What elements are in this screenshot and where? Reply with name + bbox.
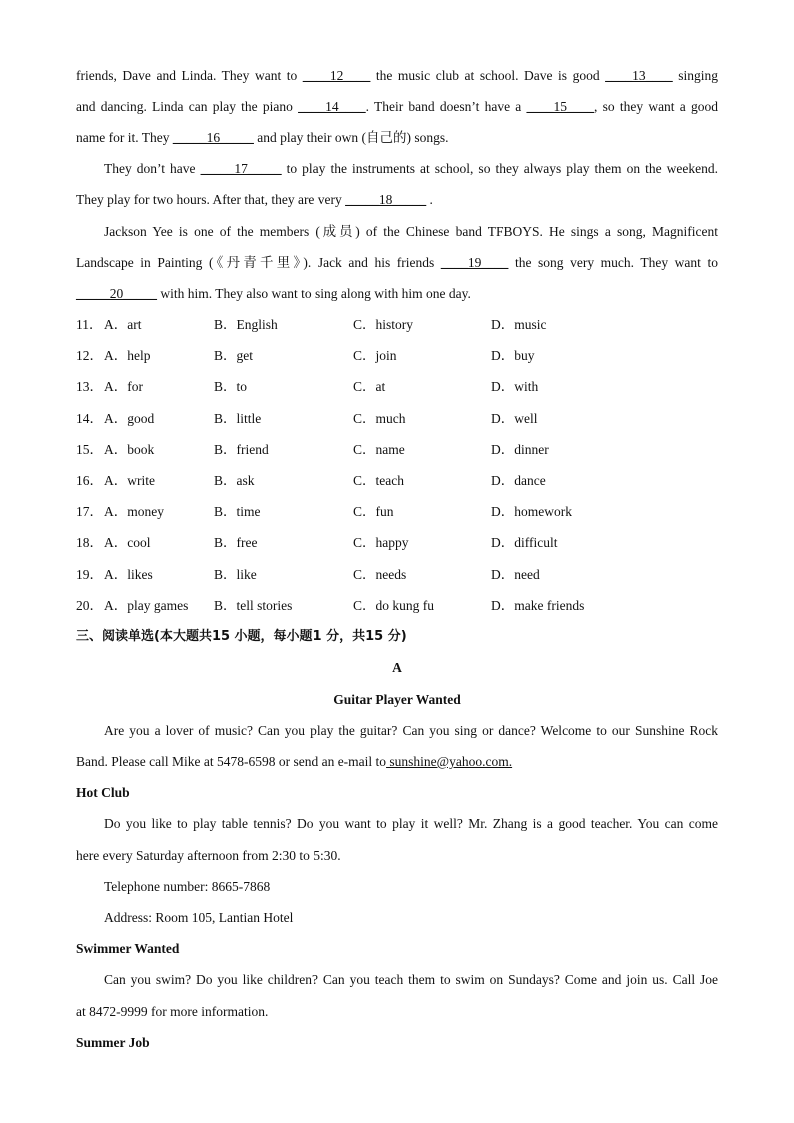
passage-letter: A bbox=[392, 660, 402, 675]
passage-text: They don’t have bbox=[104, 161, 201, 176]
blank-15: ____15____ bbox=[526, 99, 595, 114]
passage-text: singing bbox=[672, 68, 718, 83]
option-c[interactable]: C．teach bbox=[353, 473, 404, 488]
ad-title-hot-club: Hot Club bbox=[76, 785, 130, 800]
passage-line bbox=[76, 191, 718, 209]
option-a[interactable]: A．help bbox=[104, 348, 151, 364]
option-b[interactable]: B．to bbox=[214, 379, 248, 395]
passage-text: to play the instruments at school, so they always play them on the weekend. bbox=[281, 161, 718, 176]
question-number: 19． bbox=[76, 566, 103, 582]
option-c[interactable]: C．much bbox=[353, 410, 406, 426]
option-c[interactable]: C．do kung fu bbox=[353, 597, 434, 613]
passage-text: . Their band doesn’t have a bbox=[365, 99, 527, 114]
blank-16: _____16_____ bbox=[172, 130, 254, 145]
option-a[interactable]: A．cool bbox=[104, 535, 151, 551]
passage-text: . bbox=[426, 192, 433, 207]
passage-line bbox=[104, 223, 718, 241]
passage-text: and play their own (自己的) songs. bbox=[253, 130, 449, 145]
option-d[interactable]: D．need bbox=[491, 566, 540, 582]
question-number: 18． bbox=[76, 535, 103, 551]
option-d[interactable]: D．well bbox=[491, 410, 538, 426]
email-link[interactable]: sunshine@yahoo.com. bbox=[386, 754, 513, 769]
option-a[interactable]: A．likes bbox=[104, 566, 153, 582]
passage-text: They play for two hours. After that, they are very bbox=[76, 192, 346, 207]
question-number: 17． bbox=[76, 504, 103, 520]
ad-title-summer-job: Summer Job bbox=[76, 1035, 150, 1050]
blank-17: _____17_____ bbox=[200, 161, 282, 176]
option-c[interactable]: C．needs bbox=[353, 566, 407, 582]
section-heading: 三、阅读单选(本大题共15 小题，每小题1 分，共15 分) bbox=[76, 629, 407, 644]
option-b[interactable]: B．tell stories bbox=[214, 597, 293, 613]
hot-club-text: Do you like to play table tennis? Do you want to play it well? Mr. Zhang is a good teacher. You can come bbox=[104, 816, 718, 831]
passage-text: Jackson Yee is one of the members (成员) of the Chinese band TFBOYS. He sings a song, Magnificent bbox=[104, 224, 718, 239]
passage-text: friends, Dave and Linda. They want to bbox=[76, 68, 303, 83]
question-number: 20． bbox=[76, 597, 103, 613]
passage-line bbox=[76, 129, 718, 147]
option-b[interactable]: B．get bbox=[214, 348, 253, 364]
question-number: 12． bbox=[76, 348, 103, 364]
blank-14: ____14____ bbox=[298, 99, 366, 114]
passage-line bbox=[76, 254, 718, 272]
option-d[interactable]: D．make friends bbox=[491, 597, 585, 613]
option-d[interactable]: D．music bbox=[491, 317, 547, 332]
option-a[interactable]: A．for bbox=[104, 379, 143, 395]
passage-text: Landscape in Painting (《丹青千里》). Jack and his friends bbox=[76, 255, 441, 270]
swimmer-text: at 8472-9999 for more information. bbox=[76, 1004, 269, 1019]
option-d[interactable]: D．homework bbox=[491, 504, 572, 520]
option-c[interactable]: C．join bbox=[353, 348, 397, 364]
hot-club-address: Address: Room 105, Lantian Hotel bbox=[104, 910, 294, 925]
guitar-text bbox=[76, 753, 718, 771]
passage-text: with him. They also want to sing along with him one day. bbox=[157, 286, 471, 301]
blank-20: _____20_____ bbox=[76, 286, 157, 301]
option-b[interactable]: B．ask bbox=[214, 473, 255, 488]
option-d[interactable]: D．buy bbox=[491, 348, 535, 364]
passage-text: and dancing. Linda can play the piano bbox=[76, 99, 299, 114]
passage-text: , so they want a good bbox=[594, 99, 718, 114]
option-b[interactable]: B．free bbox=[214, 535, 258, 551]
option-c[interactable]: C．at bbox=[353, 379, 386, 395]
option-d[interactable]: D．difficult bbox=[491, 535, 558, 551]
hot-club-phone: Telephone number: 8665-7868 bbox=[104, 879, 271, 894]
hot-club-text: here every Saturday afternoon from 2:30 to 5:30. bbox=[76, 848, 341, 863]
passage-text: the music club at school. Dave is good bbox=[370, 68, 606, 83]
option-a[interactable]: A．money bbox=[104, 504, 164, 520]
option-c[interactable]: C．happy bbox=[353, 535, 409, 551]
passage-line bbox=[104, 160, 718, 178]
passage-text: name for it. They bbox=[76, 130, 173, 145]
option-d[interactable]: D．dinner bbox=[491, 441, 549, 457]
option-c[interactable]: C．name bbox=[353, 441, 405, 457]
guitar-text: Are you a lover of music? Can you play the guitar? Can you sing or dance? Welcome to our Sunshine Rock bbox=[104, 723, 718, 738]
passage-line bbox=[76, 285, 718, 303]
question-number: 16． bbox=[76, 473, 103, 488]
question-number: 13． bbox=[76, 379, 103, 395]
swimmer-text: Can you swim? Do you like children? Can you teach them to swim on Sundays? Come and join us. Call Joe bbox=[104, 972, 718, 987]
blank-18: _____18_____ bbox=[345, 192, 427, 207]
option-b[interactable]: B．time bbox=[214, 504, 261, 520]
blank-13: ____13____ bbox=[605, 68, 673, 83]
option-a[interactable]: A．good bbox=[104, 410, 155, 426]
option-a[interactable]: A．book bbox=[104, 441, 155, 457]
ad-title-swimmer: Swimmer Wanted bbox=[76, 941, 180, 956]
passage-line bbox=[76, 98, 718, 116]
option-b[interactable]: B．English bbox=[214, 317, 278, 332]
option-a[interactable]: A．art bbox=[104, 317, 142, 332]
option-b[interactable]: B．little bbox=[214, 410, 262, 426]
question-number: 15． bbox=[76, 441, 103, 457]
option-d[interactable]: D．with bbox=[491, 379, 539, 395]
option-b[interactable]: B．like bbox=[214, 566, 257, 582]
option-a[interactable]: A．play games bbox=[104, 597, 189, 613]
ad-title-guitar: Guitar Player Wanted bbox=[333, 692, 461, 707]
passage-text: the song very much. They want to bbox=[508, 255, 718, 270]
option-d[interactable]: D．dance bbox=[491, 473, 546, 488]
option-c[interactable]: C．fun bbox=[353, 504, 394, 520]
option-a[interactable]: A．write bbox=[104, 473, 155, 488]
guitar-text-part: Band. Please call Mike at 5478-6598 or send an e-mail to bbox=[76, 754, 387, 769]
question-number: 11． bbox=[76, 317, 103, 332]
question-number: 14． bbox=[76, 410, 103, 426]
option-c[interactable]: C．history bbox=[353, 317, 414, 332]
blank-12: ____12____ bbox=[302, 68, 371, 83]
option-b[interactable]: B．friend bbox=[214, 441, 269, 457]
passage-line bbox=[76, 67, 718, 85]
blank-19: ____19____ bbox=[440, 255, 509, 270]
